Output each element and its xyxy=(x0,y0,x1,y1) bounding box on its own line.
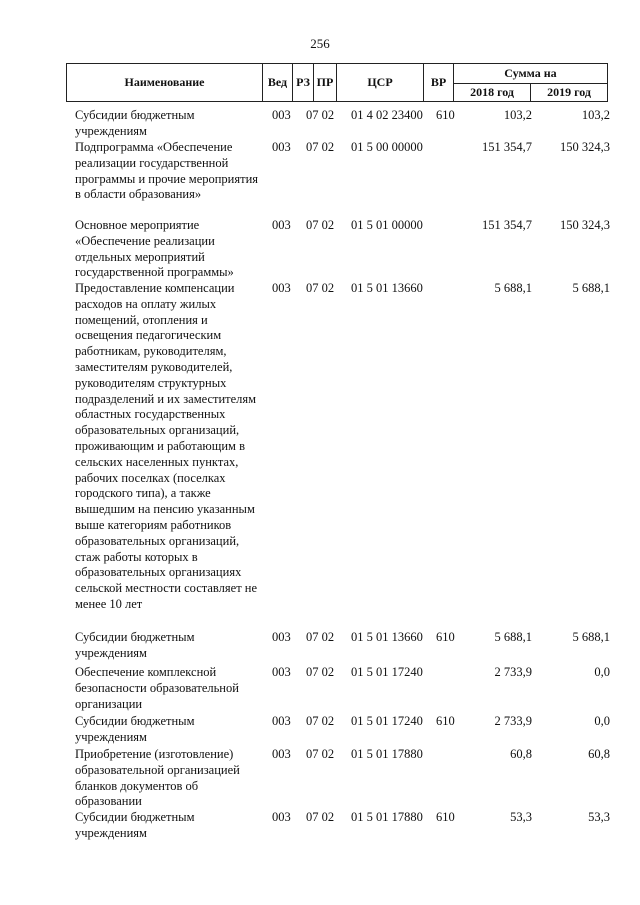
row-ved: 003 xyxy=(272,665,291,679)
row-sum-2019: 60,8 xyxy=(588,747,610,761)
row-name: Предоставление компенсации расходов на оплату жилых помещений, отопления и освещения педагогическим работникам, руководителям, заместителям руководителей, руководителям структурных подразделений и их заместителям областных государственных образовательных организаций, проживающим и работающим в сельских населенных пунктах, рабочих поселках (поселках городского типа), а также вышедшим на пенсию указанным выше категориям работников образовательных организаций, стаж работы которых в образовательных организациях сельской местности составляет не менее 10 лет xyxy=(75,281,258,611)
row-sum-2019: 53,3 xyxy=(588,810,610,824)
row-sum-2018: 53,3 xyxy=(510,810,532,824)
row-rz-pr: 07 02 xyxy=(306,140,335,154)
header-csr: ЦСР xyxy=(337,64,424,102)
header-vr: ВР xyxy=(424,64,454,102)
row-ved: 003 xyxy=(272,281,291,295)
table-body xyxy=(66,108,614,844)
row-vr: 610 xyxy=(436,810,455,824)
row-rz-pr: 07 02 xyxy=(306,281,335,295)
row-sum-2019: 5 688,1 xyxy=(572,281,610,295)
row-sum-2019: 150 324,3 xyxy=(560,140,610,154)
header-2018: 2018 год xyxy=(454,84,531,102)
row-sum-2018: 151 354,7 xyxy=(482,140,532,154)
row-rz-pr: 07 02 xyxy=(306,714,335,728)
row-sum-2019: 103,2 xyxy=(581,108,610,122)
table-row xyxy=(66,630,614,665)
header-rz: РЗ xyxy=(293,64,314,102)
row-sum-2018: 60,8 xyxy=(510,747,532,761)
row-sum-2018: 151 354,7 xyxy=(482,218,532,232)
row-sum-2019: 150 324,3 xyxy=(560,218,610,232)
row-sum-2018: 2 733,9 xyxy=(494,714,532,728)
row-ved: 003 xyxy=(272,218,291,232)
row-rz-pr: 07 02 xyxy=(306,108,335,122)
row-name: Обеспечение комплексной безопасности образовательной организации xyxy=(75,665,239,711)
row-sum-2018: 2 733,9 xyxy=(494,665,532,679)
row-csr: 01 5 01 17880 xyxy=(351,810,423,824)
table-row xyxy=(66,665,614,714)
row-sum-2018: 103,2 xyxy=(503,108,532,122)
header-name: Наименование xyxy=(67,64,263,102)
table-row xyxy=(66,281,614,630)
row-rz-pr: 07 02 xyxy=(306,747,335,761)
table-row xyxy=(66,810,614,844)
table-row xyxy=(66,140,614,218)
row-rz-pr: 07 02 xyxy=(306,630,335,644)
row-name: Субсидии бюджетным учреждениям xyxy=(75,630,195,660)
row-csr: 01 5 01 17880 xyxy=(351,747,423,761)
header-sum: Сумма на xyxy=(454,64,608,84)
row-sum-2019: 0,0 xyxy=(594,714,610,728)
row-sum-2018: 5 688,1 xyxy=(494,630,532,644)
row-csr: 01 5 01 13660 xyxy=(351,630,423,644)
table-row xyxy=(66,218,614,281)
row-ved: 003 xyxy=(272,714,291,728)
row-rz-pr: 07 02 xyxy=(306,218,335,232)
row-rz-pr: 07 02 xyxy=(306,810,335,824)
table-row xyxy=(66,108,614,140)
table-row xyxy=(66,747,614,810)
row-csr: 01 5 00 00000 xyxy=(351,140,423,154)
row-ved: 003 xyxy=(272,810,291,824)
row-name: Субсидии бюджетным учреждениям xyxy=(75,108,195,138)
row-csr: 01 4 02 23400 xyxy=(351,108,423,122)
row-vr: 610 xyxy=(436,714,455,728)
row-csr: 01 5 01 17240 xyxy=(351,714,423,728)
row-name: Субсидии бюджетным учреждениям xyxy=(75,810,195,840)
row-vr: 610 xyxy=(436,630,455,644)
row-csr: 01 5 01 17240 xyxy=(351,665,423,679)
row-csr: 01 5 01 00000 xyxy=(351,218,423,232)
page-number: 256 xyxy=(310,36,330,51)
row-sum-2019: 0,0 xyxy=(594,665,610,679)
row-sum-2018: 5 688,1 xyxy=(494,281,532,295)
row-name: Основное мероприятие «Обеспечение реализации отдельных мероприятий государственной программы» xyxy=(75,218,234,280)
row-sum-2019: 5 688,1 xyxy=(572,630,610,644)
row-ved: 003 xyxy=(272,140,291,154)
row-csr: 01 5 01 13660 xyxy=(351,281,423,295)
row-rz-pr: 07 02 xyxy=(306,665,335,679)
table-header xyxy=(66,63,608,102)
header-pr: ПР xyxy=(314,64,337,102)
row-ved: 003 xyxy=(272,630,291,644)
row-vr: 610 xyxy=(436,108,455,122)
header-ved: Вед xyxy=(263,64,293,102)
row-name: Приобретение (изготовление) образовательной организацией бланков документов об образовании xyxy=(75,747,240,809)
row-name: Субсидии бюджетным учреждениям xyxy=(75,714,195,744)
row-name: Подпрограмма «Обеспечение реализации государственной программы и прочие мероприятия в области образования» xyxy=(75,140,259,202)
header-2019: 2019 год xyxy=(531,84,608,102)
row-ved: 003 xyxy=(272,108,291,122)
row-ved: 003 xyxy=(272,747,291,761)
table-row xyxy=(66,714,614,747)
